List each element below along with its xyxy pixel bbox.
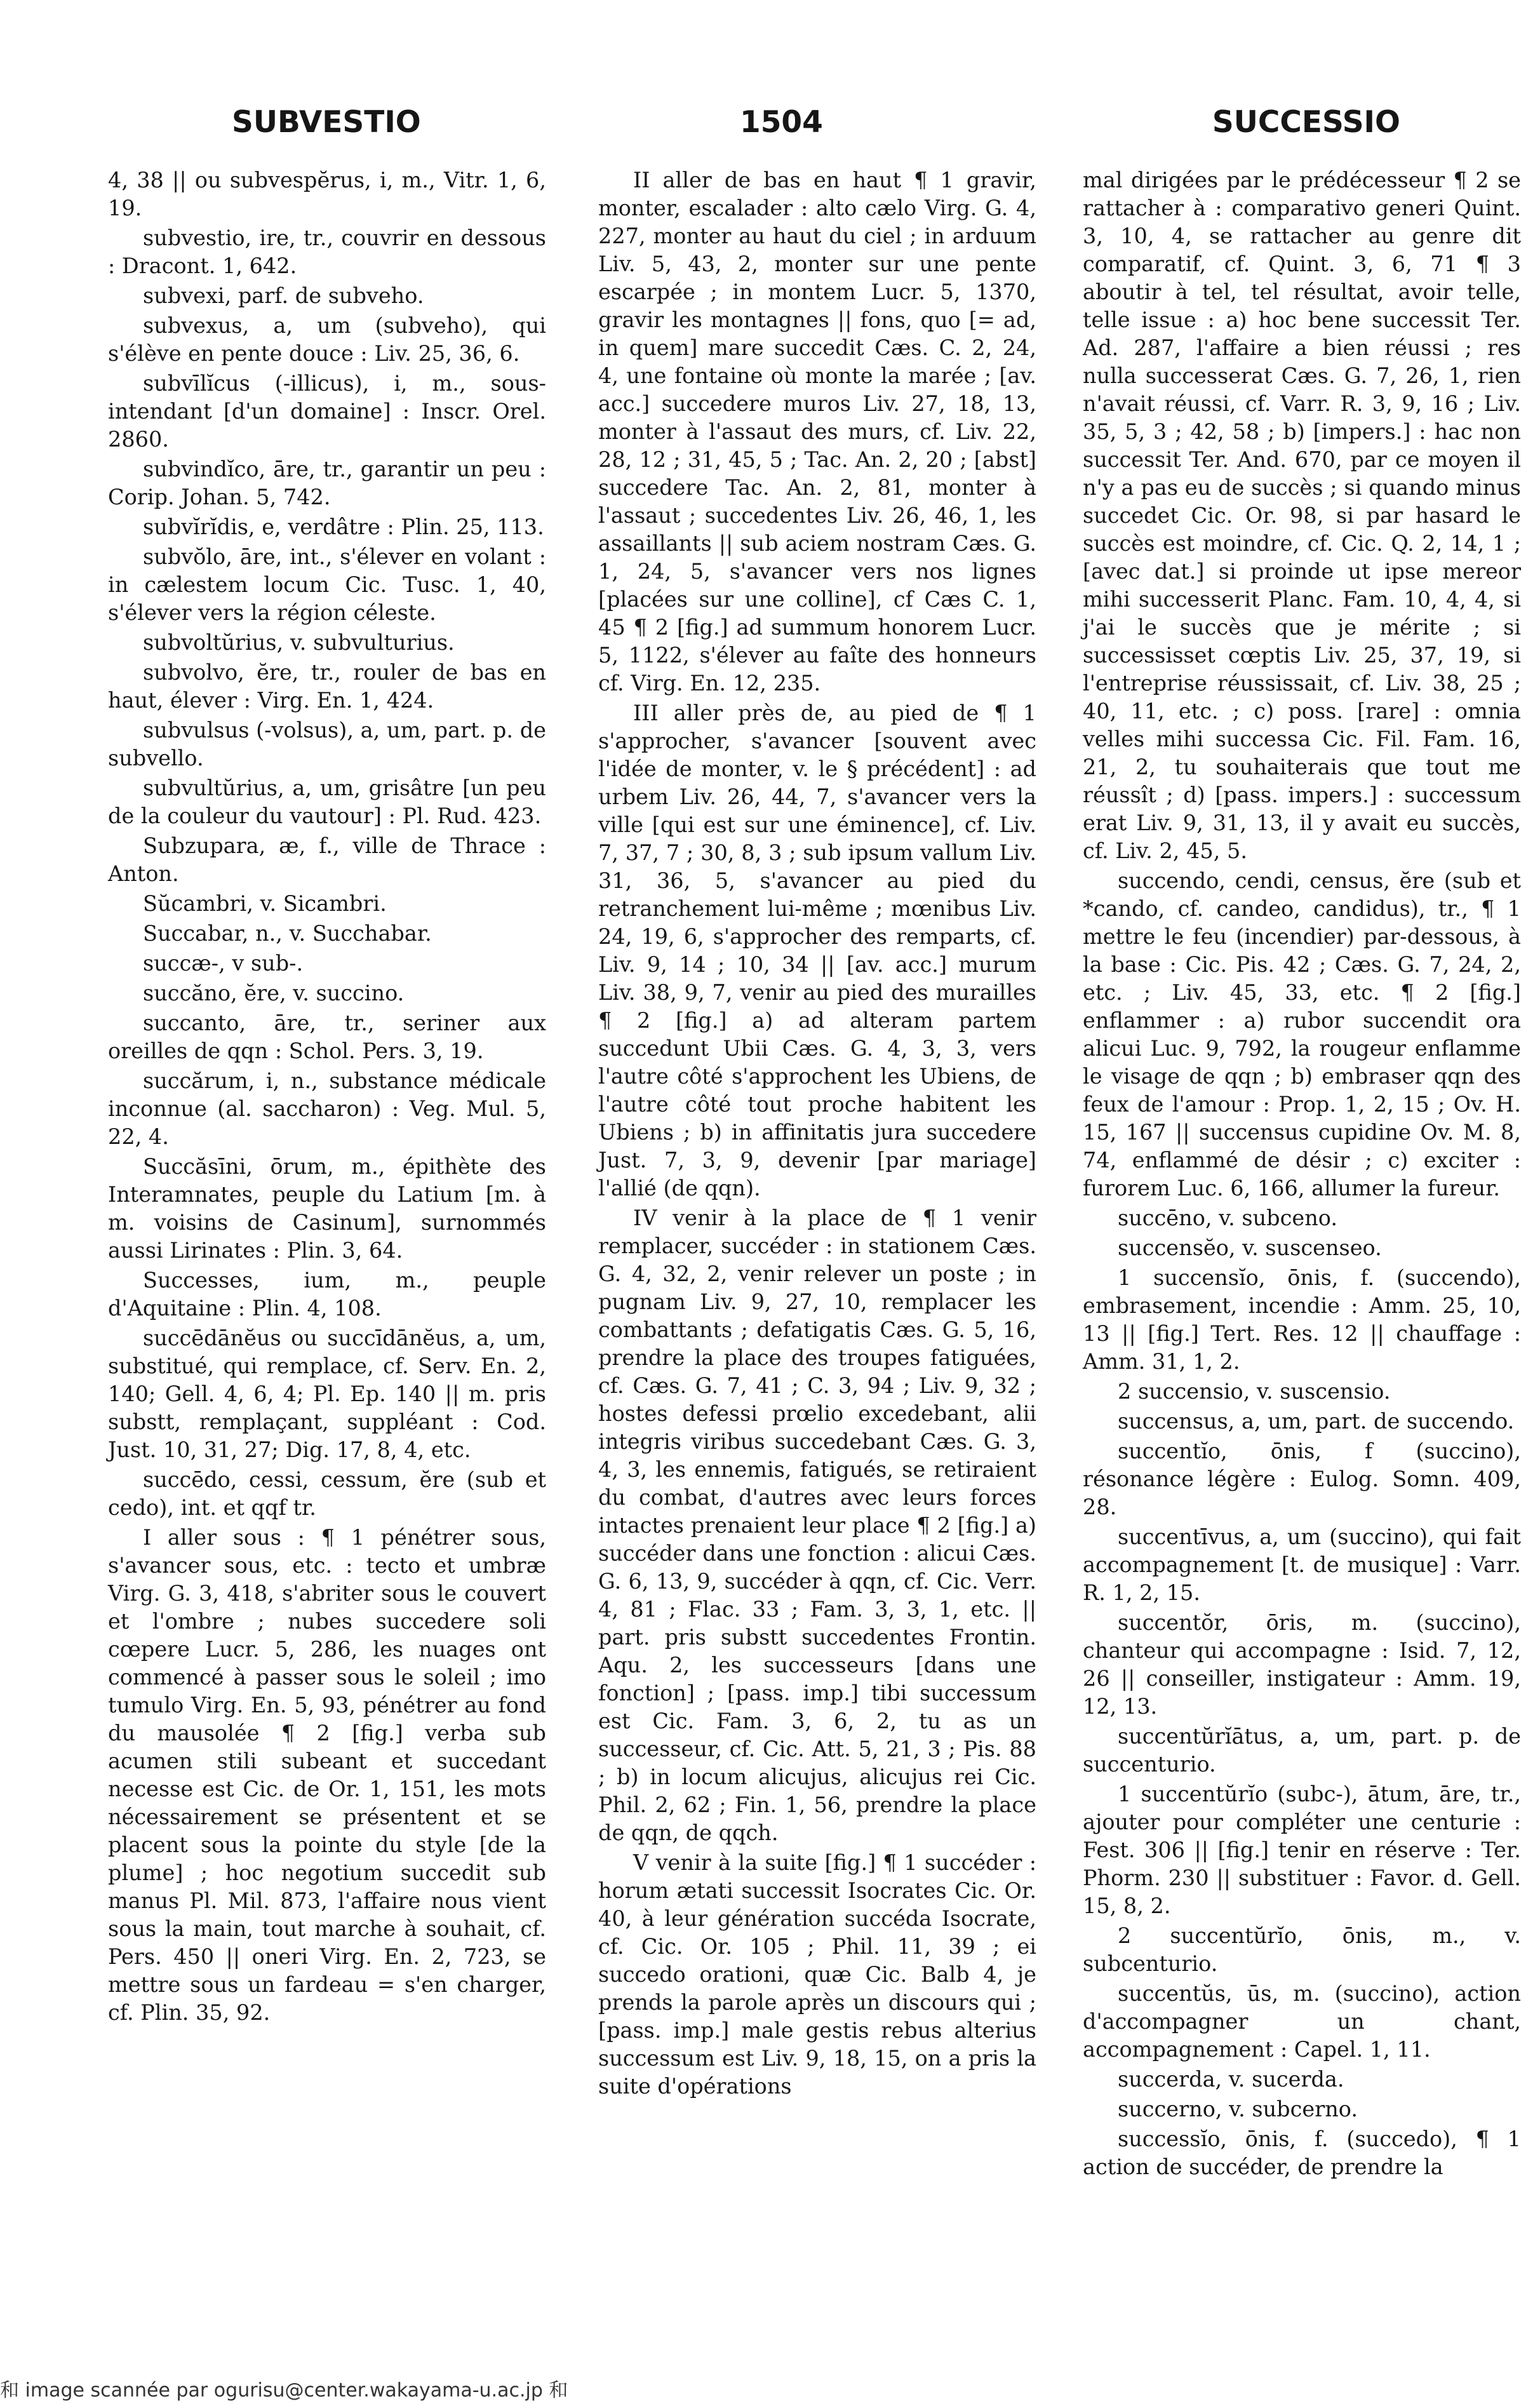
entry: succentīvus, a, um (succino), qui fait accompagnement [t. de musique] : Varr. R. 1, 2, 15. — [1083, 1524, 1521, 1605]
entry: succerda, v. sucerda. — [1118, 2067, 1344, 2092]
entry: IV venir à la place de ¶ 1 venir remplacer, succéder : in stationem Cæs. G. 4, 32, 2, venir relever un poste ; in pugnam Liv. 9, 27, 10, remplacer les combattants ; defatigatis Cæs. G. 5, 16, prendre la place des troupes fatiguées, cf. Cæs. G. 7, 41 ; C. 3, 94 ; Liv. 9, 32 ; hostes defessi prœlio excedebant, alii integris viribus succedebant Cæs. G. 3, 4, 3, les ennemis, fatigués, se retiraient du combat, d'autres avec leurs forces intactes prenaient leur place ¶ 2 [fig.] a) succéder dans une fonction : alicui Cæs. G. 6, 13, 9, succéder à qqn, cf. Cic. Verr. 4, 81 ; Flac. 33 ; Fam. 3, 3, 1, etc. || part. pris substt succedentes Frontin. Aqu. 2, les successeurs [dans une fonction] ; [pass. imp.] tibi successum est Cic. Fam. 3, 6, 2, tu as un successeur, cf. Cic. Att. 5, 21, 3 ; Pis. 88 ; b) in locum alicujus, alicujus rei Cic. Phil. 2, 62 ; Fin. 1, 56, prendre la place de qqn, de qqch. — [598, 1206, 1036, 1845]
entry: Succăsīni, ōrum, m., épithète des Interamnates, peuple du Latium [m. à m. voisins de Casinum], surnommés aussi Lirinates : Plin. 3, 64. — [108, 1154, 546, 1263]
entry: succēdānĕus ou succīdānĕus, a, um, substitué, qui remplace, cf. Serv. En. 2, 140; Gell. 4, 6, 4; Pl. Ep. 140 || m. pris substt, remplaçant, suppléant : Cod. Just. 10, 31, 27; Dig. 17, 8, 4, etc. — [108, 1326, 546, 1462]
entry: Succabar, n., v. Succhabar. — [143, 921, 432, 946]
scan-credit-footer: 和 image scannée par ogurisu@center.wakayama-u.ac.jp 和 — [0, 2379, 568, 2402]
running-head — [108, 105, 1480, 149]
entry: subvŏlo, āre, int., s'élever en volant : in cælestem locum Cic. Tusc. 1, 40, s'élever vers la région céleste. — [108, 544, 546, 625]
entry: succăno, ĕre, v. succino. — [143, 981, 405, 1005]
column-3 — [1083, 166, 1521, 2183]
entry: subvoltŭrius, v. subvulturius. — [143, 630, 455, 655]
entry: III aller près de, au pied de ¶ 1 s'approcher, s'avancer [souvent avec l'idée de monter, v. le § précédent] : ad urbem Liv. 26, 44, 7, s'avancer vers la ville [qui est sur une éminence], cf. Liv. 7, 37, 7 ; 30, 8, 3 ; sub ipsum vallum Liv. 31, 36, 5, s'avancer au pied du retranchement lui-même ; mœnibus Liv. 24, 19, 6, s'approcher des remparts, cf. Liv. 9, 14 ; 10, 34 || [av. acc.] murum Liv. 38, 9, 7, venir au pied des murailles ¶ 2 [fig.] a) ad alteram partem succedunt Ubii Cæs. G. 4, 3, 3, vers l'autre côté s'approchent les Ubiens, de l'autre côté tout proche habitent les Ubiens ; b) in affinitatis jura succedere Just. 7, 3, 9, devenir [par mariage] l'allié (de qqn). — [598, 701, 1036, 1200]
page-number: 1504 — [740, 105, 823, 140]
entry: succărum, i, n., substance médicale inconnue (al. saccharon) : Veg. Mul. 5, 22, 4. — [108, 1068, 546, 1149]
column-2 — [598, 166, 1036, 2102]
entry: succensus, a, um, part. de succendo. — [1118, 1409, 1515, 1434]
entry: succentĭo, ōnis, f (succino), résonance légère : Eulog. Somn. 409, 28. — [1083, 1439, 1521, 1519]
entry: subvĭrĭdis, e, verdâtre : Plin. 25, 113. — [143, 514, 544, 539]
entry: V venir à la suite [fig.] ¶ 1 succéder : horum ætati successit Isocrates Cic. Or. 40, à leur génération succéda Isocrate, cf. Cic. Or. 105 ; Phil. 11, 39 ; ei succedo orationi, quæ Cic. Balb 4, je prends la parole après un discours qui ; [pass. imp.] male gestis rebus alterius successum est Liv. 9, 18, 15, on a pris la suite d'opérations — [598, 1850, 1036, 2099]
entry: II aller de bas en haut ¶ 1 gravir, monter, escalader : alto cælo Virg. G. 4, 227, monter au haut du ciel ; in arduum Liv. 5, 43, 2, monter sur une pente escarpée ; in montem Lucr. 5, 1370, gravir les montagnes || fons, quo [= ad, in quem] mare succedit Cæs. C. 2, 24, 4, une fontaine où monte la marée ; [av. acc.] succedere muros Liv. 27, 18, 13, monter à l'assaut des murs, cf. Liv. 22, 28, 12 ; 31, 45, 5 ; Tac. An. 2, 20 ; [abst] succedere Tac. An. 2, 81, monter à l'assaut ; succedentes Liv. 26, 46, 1, les assaillants || sub aciem nostram Cæs. G. 1, 24, 5, s'avancer vers nos lignes [placées sur une colline], cf Cæs C. 1, 45 ¶ 2 [fig.] ad summum honorem Lucr. 5, 1122, s'élever au faîte des honneurs cf. Virg. En. 12, 235. — [598, 168, 1036, 696]
entry: mal dirigées par le prédécesseur ¶ 2 se rattacher à : comparativo generi Quint. 3, 10, 4, se rattacher au genre dit comparatif, cf. Quint. 3, 6, 71 ¶ 3 aboutir à tel, tel résultat, avoir telle, telle issue : a) hoc bene successit Ter. Ad. 287, l'affaire a bien réussi ; res nulla successerat Cæs. G. 7, 26, 1, rien n'avait réussi, cf. Varr. R. 3, 9, 16 ; Liv. 35, 5, 3 ; 42, 58 ; b) [impers.] : hac non successit Ter. And. 670, par ce moyen il n'y a pas eu de succès ; si quando minus succedet Cic. Or. 98, si par hasard le succès est moindre, cf. Cic. Q. 2, 14, 1 ; [avec dat.] si proinde ut ipse mereor mihi successerit Planc. Fam. 10, 4, 4, si j'ai le succès que je mérite ; si successisset cœptis Liv. 25, 37, 19, si l'entreprise réussissait, cf. Liv. 38, 25 ; 40, 11, etc. ; c) poss. [rare] : omnia velles mihi successa Cic. Fil. Fam. 16, 21, 2, tu souhaiterais que tout me réussît ; d) [pass. impers.] : successum erat Liv. 9, 31, 13, il y avait eu succès, cf. Liv. 2, 45, 5. — [1083, 168, 1521, 863]
entry: 2 succensio, v. suscensio. — [1118, 1379, 1391, 1404]
entry: 4, 38 || ou subvespĕrus, i, m., Vitr. 1, 6, 19. — [108, 168, 546, 220]
entry: succentŭrĭātus, a, um, part. p. de succenturio. — [1083, 1724, 1521, 1777]
entry: subvultŭrius, a, um, grisâtre [un peu de la couleur du vautour] : Pl. Rud. 423. — [108, 776, 546, 828]
entry: Sŭcambri, v. Sicambri. — [143, 891, 387, 916]
entry: subvexi, parf. de subveho. — [143, 283, 424, 308]
entry: succanto, āre, tr., seriner aux oreilles de qqn : Schol. Pers. 3, 19. — [108, 1011, 546, 1063]
entry: succensĕo, v. suscenseo. — [1118, 1235, 1382, 1260]
entry: subvestio, ire, tr., couvrir en dessous : Dracont. 1, 642. — [108, 225, 546, 278]
entry: subvolvo, ĕre, tr., rouler de bas en haut, élever : Virg. En. 1, 424. — [108, 660, 546, 713]
entry: successĭo, ōnis, f. (succedo), ¶ 1 action de succéder, de prendre la — [1083, 2127, 1521, 2179]
entry: succerno, v. subcerno. — [1118, 2097, 1358, 2121]
entry: subvīlĭcus (-illicus), i, m., sous-intendant [d'un domaine] : Inscr. Orel. 2860. — [108, 371, 546, 452]
entry: succēdo, cessi, cessum, ĕre (sub et cedo), int. et qqf tr. — [108, 1467, 546, 1520]
entry: 2 succentŭrĭo, ōnis, m., v. subcenturio. — [1083, 1923, 1521, 1976]
entry: succentŭs, ūs, m. (succino), action d'accompagner un chant, accompagnement : Capel. 1, 11. — [1083, 1981, 1521, 2062]
last-headword: SUCCESSIO — [1212, 105, 1400, 140]
entry: 1 succensĭo, ōnis, f. (succendo), embrasement, incendie : Amm. 25, 10, 13 || [fig.] Tert. Res. 12 || chauffage : Amm. 31, 1, 2. — [1083, 1265, 1521, 1374]
entry: succentŏr, ōris, m. (succino), chanteur qui accompagne : Isid. 7, 12, 26 || conseiller, instigateur : Amm. 19, 12, 13. — [1083, 1610, 1521, 1719]
entry: subvindĭco, āre, tr., garantir un peu : Corip. Johan. 5, 742. — [108, 457, 546, 509]
column-1 — [108, 166, 546, 2029]
first-headword: SUBVESTIO — [232, 105, 421, 140]
entry: Successes, ium, m., peuple d'Aquitaine : Plin. 4, 108. — [108, 1268, 546, 1321]
entry: I aller sous : ¶ 1 pénétrer sous, s'avancer sous, etc. : tecto et umbræ Virg. G. 3, 418, s'abriter sous le couvert et l'ombre ; nubes succedere soli cœpere Lucr. 5, 286, les nuages ont commencé à passer sous le soleil ; imo tumulo Virg. En. 5, 93, pénétrer au fond du mausolée ¶ 2 [fig.] verba sub acumen stili subeant et succedant necesse est Cic. de Or. 1, 151, les mots nécessairement se présentent et se placent sous la pointe du style [de la plume] ; hoc negotium succedit sub manus Pl. Mil. 873, l'affaire nous vient sous la main, tout marche à souhait, cf. Pers. 450 || oneri Virg. En. 2, 723, se mettre sous un fardeau = s'en charger, cf. Plin. 35, 92. — [108, 1525, 546, 2025]
entry: subvexus, a, um (subveho), qui s'élève en pente douce : Liv. 25, 36, 6. — [108, 313, 546, 366]
entry: succendo, cendi, census, ĕre (sub et *cando, cf. candeo, candidus), tr., ¶ 1 mettre le feu (incendier) par-dessous, à la base : Cic. Pis. 42 ; Cæs. G. 7, 24, 2, etc. ; Liv. 45, 33, etc. ¶ 2 [fig.] enflammer : a) rubor succendit ora alicui Luc. 9, 792, la rougeur enflamme le visage de qqn ; b) embraser qqn des feux de l'amour : Prop. 1, 2, 15 ; Ov. H. 15, 167 || succensus cupidine Ov. M. 8, 74, enflammé de désir ; c) exciter : furorem Luc. 6, 166, allumer la fureur. — [1083, 868, 1521, 1200]
entry: Subzupara, æ, f., ville de Thrace : Anton. — [108, 833, 546, 886]
entry: subvulsus (-volsus), a, um, part. p. de subvello. — [108, 718, 546, 770]
entry: 1 succentŭrĭo (subc-), ātum, āre, tr., ajouter pour compléter une centurie : Fest. 306 || [fig.] tenir en réserve : Ter. Phorm. 230 || substituer : Favor. d. Gell. 15, 8, 2. — [1083, 1782, 1521, 1918]
entry: succæ-, v sub-. — [143, 951, 304, 976]
entry: succēno, v. subceno. — [1118, 1206, 1338, 1230]
